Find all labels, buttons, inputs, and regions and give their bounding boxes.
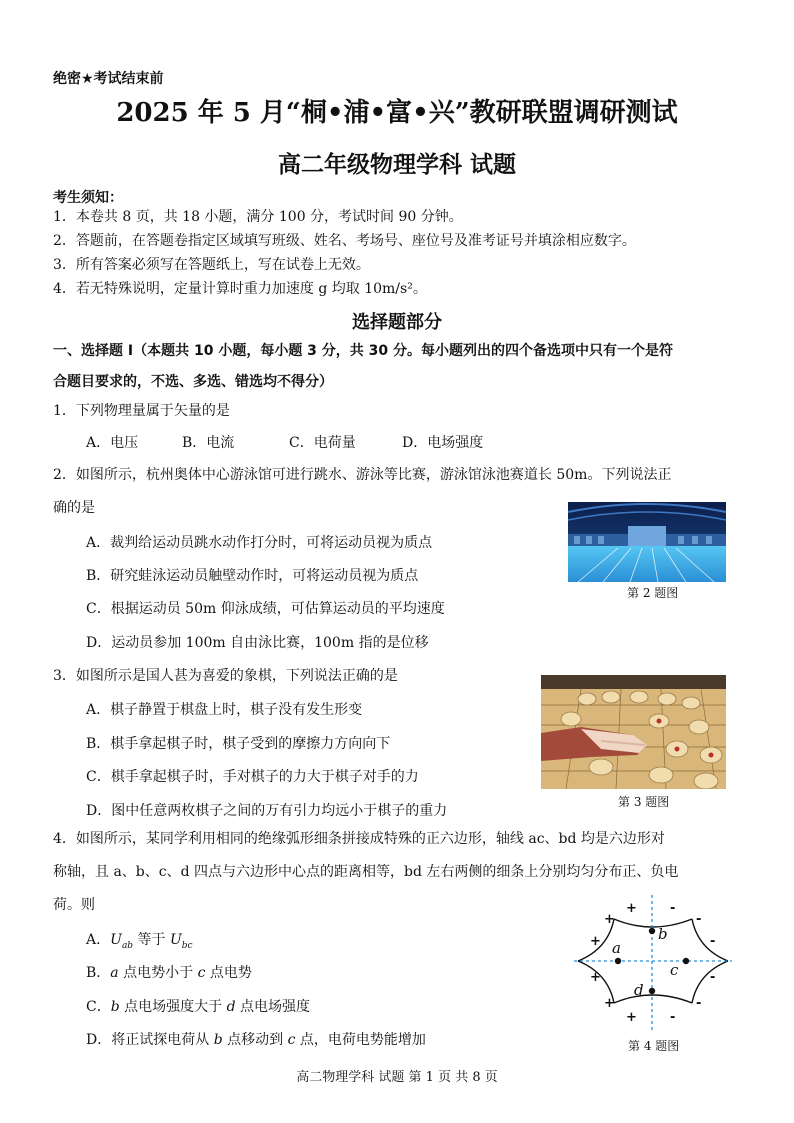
question-2-stem: 确的是 — [53, 500, 95, 516]
q2-option-a: A．裁判给运动员跳水动作打分时，可将运动员视为质点 — [86, 535, 433, 551]
plus-sign: + — [590, 934, 601, 949]
minus-sign: - — [710, 934, 716, 949]
question-2-stem: 2．如图所示，杭州奥体中心游泳馆可进行跳水、游泳等比赛，游泳馆泳池赛道长 50m。下列说法正 — [53, 467, 672, 483]
point-d — [649, 988, 655, 994]
plus-sign: + — [626, 1010, 637, 1025]
hexagon-charge-diagram — [574, 895, 732, 1035]
q4-option-d: D．将正试探电荷从 b 点移动到 c 点，电荷电势能增加 — [86, 1032, 426, 1048]
point-c — [683, 958, 689, 964]
notice-heading: 考生须知： — [53, 190, 123, 206]
minus-sign: - — [696, 996, 702, 1011]
section-heading: 选择题部分 — [352, 312, 442, 333]
q1-option-d: D．电场强度 — [402, 435, 484, 451]
label-d: d — [634, 981, 644, 999]
label-c: c — [670, 961, 679, 979]
question-4-stem: 称轴，且 a、b、c、d 四点与六边形中心点的距离相等，bd 左右两侧的细条上分别均匀分布正、负电 — [53, 864, 679, 880]
q2-option-b: B．研究蛙泳运动员触壁动作时，可将运动员视为质点 — [86, 568, 419, 584]
q1-option-b: B．电流 — [182, 435, 235, 451]
question-1-stem: 1．下列物理量属于矢量的是 — [53, 403, 230, 419]
section-intro: 合题目要求的，不选、多选、错选均不得分） — [53, 374, 333, 390]
swimming-pool-image — [568, 502, 726, 582]
q3-option-b: B．棋手拿起棋子时，棋子受到的摩擦力方向向下 — [86, 736, 391, 752]
minus-sign: - — [670, 1010, 676, 1025]
arc-bottom — [614, 995, 692, 1003]
notice-item: 4．若无特殊说明，定量计算时重力加速度 g 均取 10m/s²。 — [53, 281, 427, 297]
q3-option-a: A．棋子静置于棋盘上时，棋子没有发生形变 — [86, 702, 363, 718]
minus-sign: - — [710, 970, 716, 985]
notice-item: 1．本卷共 8 页，共 18 小题，满分 100 分，考试时间 90 分钟。 — [53, 209, 463, 225]
q4-figure-caption: 第 4 题图 — [628, 1039, 680, 1053]
section-intro: 一、选择题 I（本题共 10 小题，每小题 3 分，共 30 分。每小题列出的四个备选项中只有一个是符 — [53, 343, 674, 359]
q4-option-b: B．a 点电势小于 c 点电势 — [86, 965, 252, 981]
confidential-mark: 绝密★考试结束前 — [53, 71, 164, 87]
q2-figure-caption: 第 2 题图 — [627, 586, 679, 600]
label-b: b — [658, 925, 668, 943]
exam-title: 2025 年 5 月“桐•浦•富•兴”教研联盟调研测试 — [116, 98, 678, 128]
question-4-stem: 荷。则 — [53, 897, 95, 913]
q1-option-c: C．电荷量 — [289, 435, 356, 451]
label-a: a — [612, 939, 621, 957]
notice-item: 3．所有答案必须写在答题纸上，写在试卷上无效。 — [53, 257, 370, 273]
arc-top — [614, 919, 692, 927]
point-a — [615, 958, 621, 964]
q2-option-d: D．运动员参加 100m 自由泳比赛，100m 指的是位移 — [86, 635, 429, 651]
question-3-stem: 3．如图所示是国人甚为喜爱的象棋，下列说法正确的是 — [53, 668, 398, 684]
minus-sign: - — [696, 912, 702, 927]
q1-option-a: A．电压 — [86, 435, 139, 451]
plus-sign: + — [604, 996, 615, 1011]
q4-option-a: A．$U_{ab}$ 等于 $U_{bc}$ — [86, 932, 193, 951]
q4-option-c: C．b 点电场强度大于 d 点电场强度 — [86, 999, 311, 1015]
exam-subtitle: 高二年级物理学科 试题 — [277, 152, 516, 178]
chinese-chess-image — [541, 675, 726, 789]
q3-figure-caption: 第 3 题图 — [618, 795, 670, 809]
q2-option-c: C．根据运动员 50m 仰泳成绩，可估算运动员的平均速度 — [86, 601, 445, 617]
page-footer: 高二物理学科 试题 第 1 页 共 8 页 — [296, 1070, 498, 1085]
plus-sign: + — [626, 901, 637, 916]
plus-sign: + — [590, 970, 601, 985]
minus-sign: - — [670, 901, 676, 916]
notice-item: 2．答题前，在答题卷指定区域填写班级、姓名、考场号、座位号及准考证号并填涂相应数字。 — [53, 233, 636, 249]
q3-option-c: C．棋手拿起棋子时，手对棋子的力大于棋子对手的力 — [86, 769, 419, 785]
q3-option-d: D．图中任意两枚棋子之间的万有引力均远小于棋子的重力 — [86, 803, 448, 819]
plus-sign: + — [604, 912, 615, 927]
point-b — [649, 928, 655, 934]
question-4-stem: 4．如图所示，某同学利用相同的绝缘弧形细条拼接成特殊的正六边形，轴线 ac、bd 均是六边形对 — [53, 831, 665, 847]
